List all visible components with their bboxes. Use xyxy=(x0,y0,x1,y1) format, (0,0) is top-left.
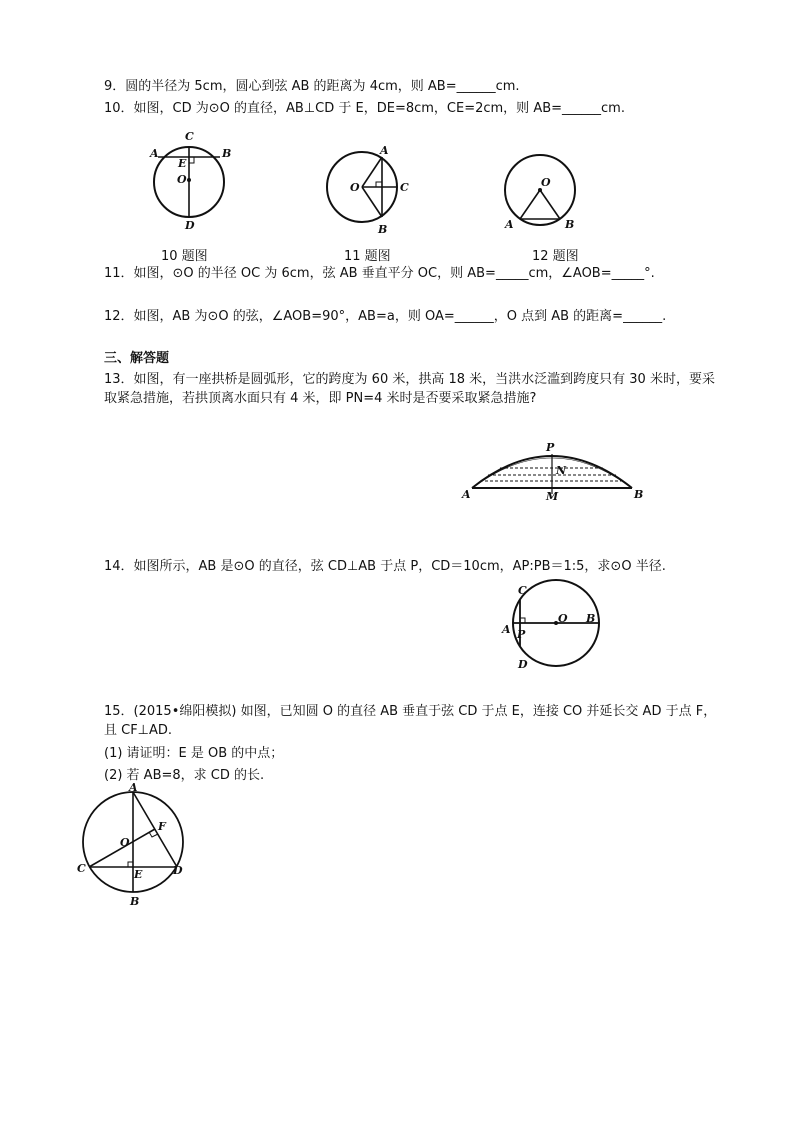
fig10-label-c: C xyxy=(185,130,194,143)
figure-11-caption: 11 题图 xyxy=(344,249,391,264)
fig10-label-d: D xyxy=(185,219,195,232)
fig13-label-m: M xyxy=(546,490,559,503)
fig15-label-o: O xyxy=(120,836,130,849)
question-11: 11．如图，⊙O 的半径 OC 为 6cm，弦 AB 垂直平分 OC，则 AB=_____cm，∠AOB=_____°. xyxy=(104,266,655,281)
question-15-part-1: (1) 请证明：E 是 OB 的中点； xyxy=(104,746,284,761)
fig10-label-b: B xyxy=(222,147,232,160)
figure-12 xyxy=(500,150,590,240)
question-13-line-2: 取紧急措施，若拱顶离水面只有 4 米，即 PN=4 米时是否要采取紧急措施? xyxy=(104,391,537,406)
figure-10-caption: 10 题图 xyxy=(161,249,208,264)
figure-11 xyxy=(320,140,410,240)
fig13-label-a: A xyxy=(462,488,471,501)
fig15-label-b: B xyxy=(130,895,140,908)
fig14-label-a: A xyxy=(502,623,511,636)
figure-15 xyxy=(74,782,194,907)
fig14-label-c: C xyxy=(518,584,527,597)
fig13-label-n: N xyxy=(556,464,567,477)
fig15-label-e: E xyxy=(134,868,143,881)
fig11-label-a: A xyxy=(380,144,389,157)
fig15-label-a: A xyxy=(129,781,138,794)
fig12-label-b: B xyxy=(565,218,575,231)
question-13-line-1: 13．如图，有一座拱桥是圆弧形，它的跨度为 60 米，拱高 18 米，当洪水泛滥到跨度只有 30 米时，要采 xyxy=(104,372,715,387)
question-12: 12．如图，AB 为⊙O 的弦，∠AOB=90°，AB=a，则 OA=______，O 点到 AB 的距离=______. xyxy=(104,309,667,324)
fig11-label-c: C xyxy=(400,181,409,194)
fig14-label-o: O xyxy=(558,612,568,625)
fig12-label-a: A xyxy=(505,218,514,231)
question-9: 9．圆的半径为 5cm，圆心到弦 AB 的距离为 4cm，则 AB=______cm. xyxy=(104,79,520,94)
fig10-label-e: E xyxy=(178,157,187,170)
fig14-label-b: B xyxy=(586,612,596,625)
fig13-label-p: P xyxy=(546,441,555,454)
question-15-part-2: (2) 若 AB=8，求 CD 的长. xyxy=(104,768,265,783)
question-15-line-2: 且 CF⊥AD. xyxy=(104,723,173,738)
question-15-line-1: 15．(2015•绵阳模拟) 如图，已知圆 O 的直径 AB 垂直于弦 CD 于点 E，连接 CO 并延长交 AD 于点 F， xyxy=(104,704,717,719)
fig12-label-o: O xyxy=(541,176,551,189)
fig11-label-b: B xyxy=(378,223,388,236)
fig10-label-a: A xyxy=(150,147,159,160)
fig15-label-d: D xyxy=(173,864,183,877)
figure-14 xyxy=(500,580,610,675)
question-14: 14．如图所示，AB 是⊙O 的直径，弦 CD⊥AB 于点 P，CD＝10cm，AP:PB＝1:5，求⊙O 半径. xyxy=(104,559,666,574)
section-3-heading: 三、解答题 xyxy=(104,351,170,366)
fig13-label-b: B xyxy=(634,488,644,501)
fig15-label-f: F xyxy=(158,820,166,833)
fig11-label-o: O xyxy=(350,181,360,194)
fig10-label-o: O xyxy=(177,173,187,186)
fig14-label-d: D xyxy=(518,658,528,671)
fig14-label-p: P xyxy=(517,628,526,641)
fig15-label-c: C xyxy=(77,862,86,875)
figure-12-caption: 12 题图 xyxy=(532,249,579,264)
figure-10 xyxy=(150,128,240,238)
question-10: 10．如图，CD 为⊙O 的直径，AB⊥CD 于 E，DE=8cm，CE=2cm，则 AB=______cm. xyxy=(104,101,625,116)
figure-13 xyxy=(460,436,650,506)
